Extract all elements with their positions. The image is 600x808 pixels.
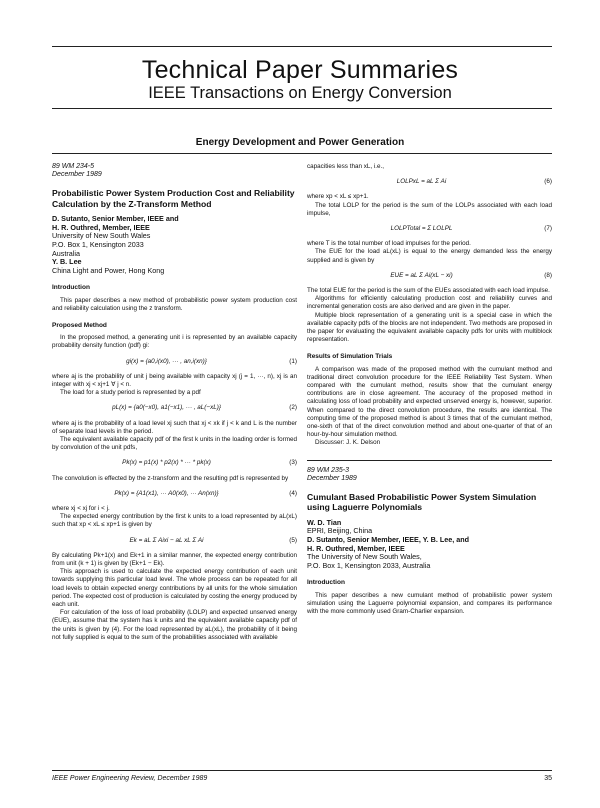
intro-text: This paper describes a new method of probabilistic power system production cost and reliability calculation using the z transform. (52, 296, 297, 312)
equation-number: (4) (289, 489, 297, 497)
equation-number: (5) (289, 536, 297, 544)
paragraph: By calculating Pk+1(x) and Ek+1 in a similar manner, the expected energy contribution from unit (k + 1) is given by (Ek+1 − Ek). (52, 551, 297, 568)
equation-8 (307, 272, 552, 280)
equation-number: (1) (289, 357, 297, 365)
paper-separator-rule (307, 460, 552, 461)
paragraph: In the proposed method, a generating unit i is represented by an available capacity probability density function (pdf) gi: (52, 334, 297, 350)
paragraph: where aj is the probability of unit j being available with capacity xj (j = 1, ···, n), xj is an integer with xj < xj+1 ∀ j < n. (52, 372, 297, 388)
intro-heading: Introduction (307, 579, 345, 587)
results-heading: Results of Simulation Trials (307, 353, 393, 361)
equation-2 (52, 404, 297, 412)
page-subtitle: IEEE Transactions on Energy Conversion (148, 84, 452, 102)
paragraph: where T is the total number of load impulses for the period. (307, 240, 471, 248)
paragraph: For calculation of the loss of load probability (LOLP) and expected unserved energy (EUE), assume that the system has k units and the equivalent available capacity pdf of the units is given by (4). For the load represented by aL(xL), the probability of it being not fully supplied is equal to the sum of the probabilities associated with available (52, 609, 297, 641)
paper-date: December 1989 (307, 474, 357, 482)
author-block (52, 215, 297, 275)
author-line: H. R. Outhred, Member, IEEE (52, 222, 150, 232)
paragraph: where xp < xL ≤ xp+1. (307, 193, 369, 201)
paper-id: 89 WM 235-3 (307, 466, 350, 474)
page-title: Technical Paper Summaries (141, 56, 459, 84)
intro-text: This paper describes a new cumulant method of probabilistic power system simulation using the Laguerre polynomial expansion, and compares its performance with the more commonly used Gram-Charlier expansion. (307, 591, 552, 616)
equation-number: (8) (544, 271, 552, 279)
header-rule-bottom (52, 108, 552, 109)
journal-name: IEEE Power Engineering Review, December 1989 (52, 775, 208, 782)
paragraph: where aj is the probability of a load level xj such that xj < xk if j < k and L is the number of separate load levels in the period. (52, 419, 297, 435)
paragraph: Multiple block representation of a generating unit is a special case in which the available capacity pdfs of the blocks are not independent. Two methods are proposed in the paper for evaluating the equivalent available capacity pdfs for units with multiblock representation. (307, 311, 552, 344)
page-number: 35 (544, 775, 552, 782)
equation-expression: pL(x) = {a0(−x0), a1(−x1), ··· , aL(−xL)} (112, 404, 221, 412)
discusser: Discusser: J. K. Delson (315, 439, 381, 447)
equation-7 (307, 225, 552, 233)
equation-expression: LOLPTotal = Σ LOLPL (390, 225, 453, 233)
author-line: China Light and Power, Hong Kong (52, 265, 165, 275)
equation-expression: Ek = aL Σ Aixi − aL xL Σ Ai (129, 536, 204, 544)
author-block (307, 519, 552, 571)
equation-4 (52, 490, 297, 498)
author-line: Australia (52, 248, 80, 258)
section-heading: Energy Development and Power Generation (195, 137, 405, 148)
author-line: D. Sutanto, Senior Member, IEEE and (52, 214, 179, 224)
author-line: The University of New South Wales, (307, 552, 422, 562)
paragraph: capacities less than xL, i.e., (307, 163, 385, 170)
paper-date: December 1989 (52, 171, 102, 178)
equation-expression: LOLPxL = aL Σ Ai (396, 178, 447, 186)
author-line: P.O. Box 1, Kensington 2033 (52, 239, 144, 249)
author-line: EPRI, Beijing, China (307, 526, 373, 536)
equation-5 (52, 537, 297, 545)
section-rule (52, 153, 552, 154)
method-heading: Proposed Method (52, 321, 107, 329)
equation-expression: gi(x) = {a0,i(x0), ··· , an,i(xn)} (126, 357, 207, 365)
paragraph: The equivalent available capacity pdf of the first k units in the loading order is formed by convolution of the unit pdfs, (52, 435, 297, 452)
author-line: W. D. Tian (307, 517, 342, 527)
author-line: University of New South Wales (52, 231, 151, 241)
paragraph: The convolution is effected by the z-transform and the resulting pdf is represented by (52, 474, 289, 482)
right-column (307, 163, 552, 616)
paragraph: The total EUE for the period is the sum of the EUEs associated with each load impulse. (307, 287, 550, 295)
equation-number: (7) (544, 225, 552, 233)
equation-number: (6) (544, 178, 552, 186)
author-line: H. R. Outhred, Member, IEEE (307, 543, 405, 553)
intro-heading: Introduction (52, 284, 90, 292)
equation-expression: Pk(x) = p1(x) * p2(x) * ··· * pk(x) (122, 459, 211, 467)
paragraph: The total LOLP for the period is the sum of the LOLPs associated with each load impulse, (307, 201, 552, 217)
author-line: D. Sutanto, Senior Member, IEEE, Y. B. Lee, and (307, 535, 470, 545)
equation-expression: Pk(x) = {A1(x1), ··· A0(x0), ··· An(xn)} (114, 489, 219, 497)
equation-6 (307, 178, 552, 186)
paragraph: where xj < xj for i < j. (52, 505, 110, 512)
footer-rule (52, 770, 552, 771)
paragraph: The EUE for the load aL(xL) is equal to the energy demanded less the energy supplied and is given by (307, 248, 552, 264)
page-footer (52, 775, 552, 782)
paragraph: Algorithms for efficiently calculating production cost and reliability curves and incremental generation costs are also derived and are given in the paper. (307, 295, 552, 311)
equation-expression: EUE = aL Σ Ai(xL − xi) (390, 271, 453, 279)
equation-1 (52, 358, 297, 366)
equation-number: (2) (289, 404, 297, 412)
equation-3 (52, 459, 297, 467)
left-column (52, 163, 297, 642)
paper-title: Probabilistic Power System Production Cost and Reliability Calculation by the Z-Transform Method (52, 188, 295, 209)
paragraph: The load for a study period is represented by a pdf (60, 389, 201, 397)
paragraph: This approach is used to calculate the expected energy contribution of each unit towards supplying this particular load level. The whole process can be repeated for all load levels to obtain expected energy contributions by all units for the whole simulation period. The expected cost of production is calculated by costing the energy produced by each unit. (52, 568, 297, 609)
equation-number: (3) (289, 459, 297, 467)
paragraph: The expected energy contribution by the first k units to a load represented by aL(xL) such that xp < xL ≤ xp+1 is given by (52, 513, 297, 529)
author-line: P.O. Box 1, Kensington 2033, Australia (307, 560, 431, 570)
paper-title: Cumulant Based Probabilistic Power System Simulation using Laguerre Polynomials (307, 491, 537, 513)
header-rule-top (52, 46, 552, 47)
paper-id: 89 WM 234-5 (52, 163, 95, 170)
paragraph: A comparison was made of the proposed method with the cumulant method and traditional direct convolution procedure for the IEEE Reliability Test System. When compared with the cumulant method, results show that the cumulant energy contributions are in close agreement. The accuracy of the proposed method in calculating loss of load probability and expected unserved energy is, however, superior. When compared to the direct convolution procedure, the results are identical. The computing time of the proposed method is about 3 times that of the cumulant method, one-sixth of that of the direct convolution method and about one-quarter of that of an hour-by-hour simulation method. (307, 365, 552, 439)
author-line: Y. B. Lee (52, 257, 82, 267)
